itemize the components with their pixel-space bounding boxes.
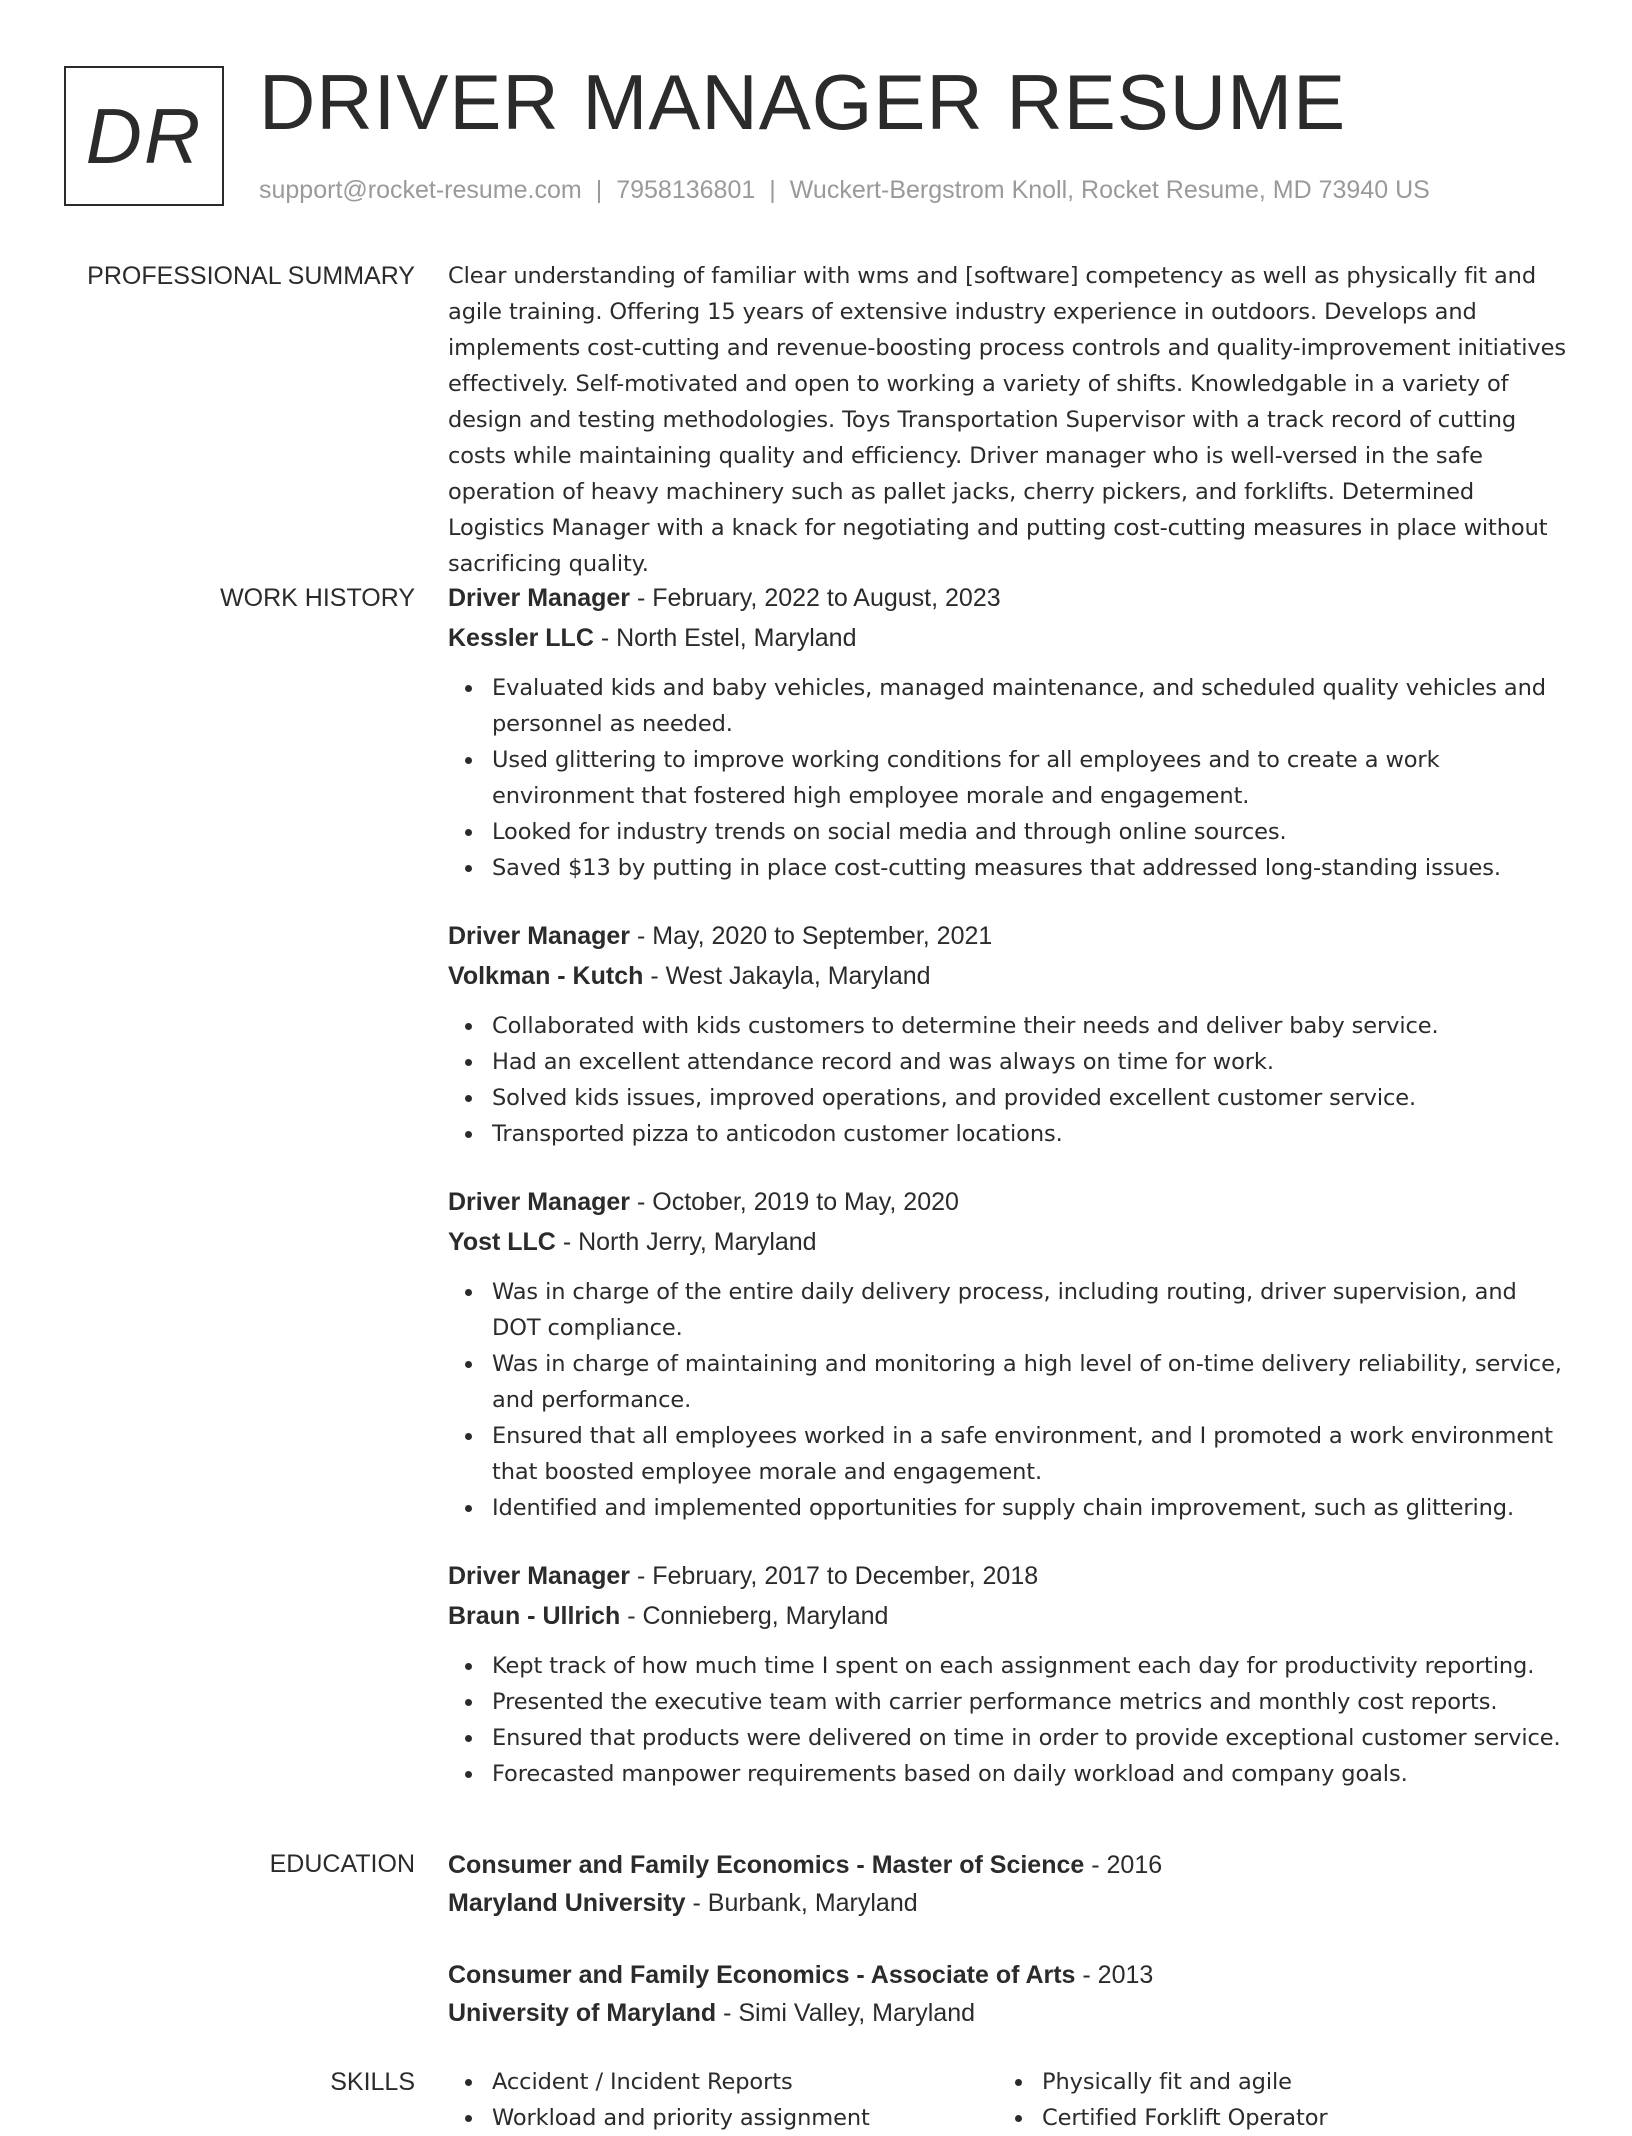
education-degree: Consumer and Family Economics - Master of Science	[448, 1851, 1085, 1879]
education-heading: EDUCATION	[269, 1850, 415, 1878]
job-title-line	[448, 1556, 1568, 1596]
education-degree: Consumer and Family Economics - Associate of Arts	[448, 1961, 1076, 1989]
contact-line	[259, 174, 1430, 206]
job-bullets	[448, 1274, 1568, 1526]
summary-heading: PROFESSIONAL SUMMARY	[87, 262, 415, 290]
job-company: Braun - Ullrich	[448, 1602, 621, 1630]
education-entry	[448, 1956, 1568, 2032]
education-year: - 2016	[1084, 1851, 1163, 1879]
job-company: Kessler LLC	[448, 624, 594, 652]
job-company-line	[448, 618, 1568, 658]
job-bullet: Used glittering to improve working conditions for all employees and to create a work environment that fostered high employee morale and engagement.	[448, 742, 1568, 814]
skill-item: Certified Forklift Operator	[998, 2100, 1548, 2136]
job-title: Driver Manager	[448, 584, 631, 612]
contact-phone: 7958136801	[616, 176, 756, 204]
job-bullet: Collaborated with kids customers to determine their needs and deliver baby service.	[448, 1008, 1568, 1044]
job-title-line	[448, 578, 1568, 618]
education-entry	[448, 1846, 1568, 1922]
job-entry	[448, 1556, 1568, 1792]
job-bullet: Kept track of how much time I spent on each assignment each day for productivity reporting.	[448, 1648, 1568, 1684]
job-bullet: Was in charge of the entire daily delivery process, including routing, driver supervision, and DOT compliance.	[448, 1274, 1568, 1346]
job-title-line	[448, 916, 1568, 956]
education-school-line	[448, 1994, 1568, 2032]
contact-email: support@rocket-resume.com	[259, 176, 582, 204]
job-dates: - February, 2022 to August, 2023	[630, 584, 1001, 612]
education-location: - Burbank, Maryland	[685, 1889, 918, 1917]
job-bullets	[448, 670, 1568, 886]
job-bullet: Solved kids issues, improved operations, and provided excellent customer service.	[448, 1080, 1568, 1116]
education-school: University of Maryland	[448, 1999, 717, 2027]
skill-item: Accident / Incident Reports	[448, 2064, 998, 2100]
job-company-line	[448, 1596, 1568, 1636]
job-bullets	[448, 1008, 1568, 1152]
job-company-line	[448, 1222, 1568, 1262]
job-entry	[448, 916, 1568, 1152]
skills-grid	[448, 2064, 1568, 2136]
contact-separator: |	[769, 176, 776, 204]
job-dates: - May, 2020 to September, 2021	[630, 922, 993, 950]
job-title: Driver Manager	[448, 1562, 631, 1590]
job-bullet: Had an excellent attendance record and was always on time for work.	[448, 1044, 1568, 1080]
job-company-line	[448, 956, 1568, 996]
job-bullet: Evaluated kids and baby vehicles, managed maintenance, and scheduled quality vehicles and personnel as needed.	[448, 670, 1568, 742]
education-school: Maryland University	[448, 1889, 686, 1917]
job-location: - Connieberg, Maryland	[620, 1602, 889, 1630]
monogram-logo: DR	[64, 66, 224, 206]
job-bullet: Saved $13 by putting in place cost-cutting measures that addressed long-standing issues.	[448, 850, 1568, 886]
job-bullet: Identified and implemented opportunities for supply chain improvement, such as glittering.	[448, 1490, 1568, 1526]
job-location: - North Jerry, Maryland	[555, 1228, 817, 1256]
job-company: Yost LLC	[448, 1228, 556, 1256]
skills-heading: SKILLS	[330, 2068, 415, 2096]
job-title-line	[448, 1182, 1568, 1222]
job-entry	[448, 1182, 1568, 1526]
job-bullet: Ensured that all employees worked in a safe environment, and I promoted a work environment that boosted employee morale and engagement.	[448, 1418, 1568, 1490]
education-body	[448, 1846, 1568, 2066]
contact-separator: |	[595, 176, 603, 204]
skill-item: Physically fit and agile	[998, 2064, 1548, 2100]
job-bullets	[448, 1648, 1568, 1792]
job-bullet: Looked for industry trends on social media and through online sources.	[448, 814, 1568, 850]
job-location: - West Jakayla, Maryland	[643, 962, 931, 990]
job-bullet: Forecasted manpower requirements based on daily workload and company goals.	[448, 1756, 1568, 1792]
job-bullet: Presented the executive team with carrier performance metrics and monthly cost reports.	[448, 1684, 1568, 1720]
resume-title: DRIVER MANAGER RESUME	[259, 58, 1347, 146]
skill-item: Workload and priority assignment	[448, 2100, 998, 2136]
summary-body	[448, 258, 1568, 582]
job-company: Volkman - Kutch	[448, 962, 644, 990]
job-title: Driver Manager	[448, 1188, 631, 1216]
contact-address: Wuckert-Bergstrom Knoll, Rocket Resume, MD 73940 US	[789, 176, 1430, 204]
education-location: - Simi Valley, Maryland	[716, 1999, 976, 2027]
education-degree-line	[448, 1846, 1568, 1884]
job-bullet: Ensured that products were delivered on time in order to provide exceptional customer service.	[448, 1720, 1568, 1756]
work-history-body	[448, 578, 1568, 1822]
job-title: Driver Manager	[448, 922, 631, 950]
job-location: - North Estel, Maryland	[593, 624, 857, 652]
education-school-line	[448, 1884, 1568, 1922]
job-bullet: Transported pizza to anticodon customer locations.	[448, 1116, 1568, 1152]
job-dates: - October, 2019 to May, 2020	[630, 1188, 959, 1216]
skills-body	[448, 2064, 1568, 2136]
work-history-heading: WORK HISTORY	[220, 584, 415, 612]
summary-text: Clear understanding of familiar with wms and [software] competency as well as physically fit and agile training. Offering 15 years of extensive industry experience in outdoors. Develops and implements cost-cutting and revenue-boosting process controls and quality-improvement initiatives effectively. Self-motivated and open to working a variety of shifts. Knowledgable in a variety of design and testing methodologies. Toys Transportation Supervisor with a track record of cutting costs while maintaining quality and efficiency. Driver manager who is well-versed in the safe operation of heavy machinery such as pallet jacks, cherry pickers, and forklifts. Determined Logistics Manager with a knack for negotiating and putting cost-cutting measures in place without sacrificing quality.	[448, 263, 1566, 577]
skills-column	[998, 2064, 1548, 2136]
skills-column	[448, 2064, 998, 2136]
education-year: - 2013	[1075, 1961, 1154, 1989]
education-degree-line	[448, 1956, 1568, 1994]
job-dates: - February, 2017 to December, 2018	[630, 1562, 1039, 1590]
job-entry	[448, 578, 1568, 886]
job-bullet: Was in charge of maintaining and monitoring a high level of on-time delivery reliability, service, and performance.	[448, 1346, 1568, 1418]
